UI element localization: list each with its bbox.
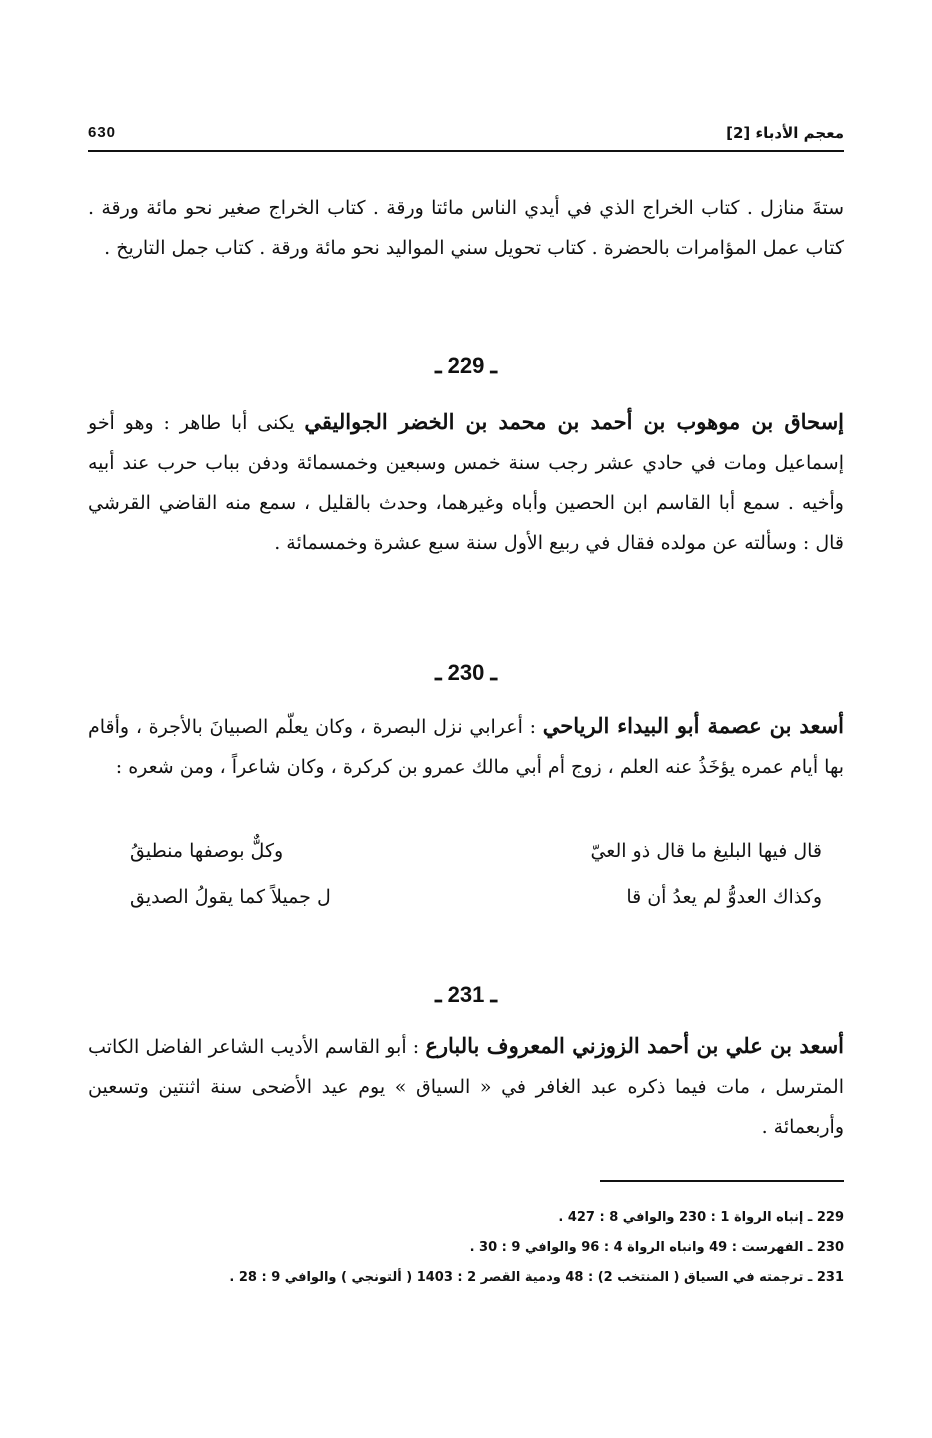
intro-paragraph <box>88 188 844 268</box>
footnote-231: 231 ـ ترجمته في السياق ( المنتخب 2) : 48 ودمية القصر 2 : 1403 ( ألتونجي ) والوافي 9 : 28 . <box>229 1270 844 1285</box>
running-header <box>88 120 844 150</box>
entry-230-body <box>88 706 844 787</box>
header-rule <box>88 150 844 152</box>
verse-line-1 <box>130 840 822 880</box>
footnote-229: 229 ـ إنباه الرواة 1 : 230 والوافي 8 : 427 . <box>558 1210 844 1225</box>
page-number: 630 <box>88 124 117 141</box>
footnote-rule <box>600 1180 844 1182</box>
entry-230-name: أسعد بن عصمة أبو البيداء الرياحي <box>542 713 845 738</box>
entry-231-name: أسعد بن علي بن أحمد الزوزني المعروف بالبارع <box>425 1033 845 1058</box>
intro-text: ستةَ منازل . كتاب الخراج الذي في أيدي الناس مائتا ورقة . كتاب الخراج صغير نحو مائة ورقة . كتاب عمل المؤامرات بالحضرة . كتاب تحويل سني المواليد نحو مائة ورقة . كتاب جمل التاريخ . <box>88 197 844 259</box>
entry-229-body <box>88 402 844 563</box>
entry-229-name: إسحاق بن موهوب بن أحمد بن محمد بن الخضر الجواليقي <box>304 409 844 434</box>
entry-231-body <box>88 1026 844 1147</box>
entry-229-text: يكنى أبا طاهر : وهو أخو إسماعيل ومات في حادي عشر رجب سنة خمس وسبعين وخمسمائة ودفن بباب حرب عند أبيه وأخيه . سمع أبا القاسم ابن الحصين وأباه وغيرهما، وحدث بالقليل ، سمع منه القاضي القرشي قال : وسألته عن مولده فقال في ربيع الأول سنة سبع عشرة وخمسمائة . <box>88 412 844 554</box>
verse-2-first-hemistich: وكذاك العدوُّ لم يعدُ أن قا <box>626 886 822 908</box>
verse-1-second-hemistich: وكلٌّ بوصفها منطيقُ <box>130 840 284 862</box>
entry-number-230: ـ 230 ـ <box>435 660 497 685</box>
entry-230-text: : أعرابي نزل البصرة ، وكان يعلّم الصبيانَ بالأجرة ، وأقام بها أيام عمره يؤخَذُ عنه العلم ، زوج أم أبي مالك عمرو بن كركرة ، وكان شاعراً ، ومن شعره : <box>88 716 844 778</box>
entry-number-229: ـ 229 ـ <box>435 353 497 378</box>
book-title: معجم الأدباء [2] <box>726 124 844 142</box>
verse-1-first-hemistich: قال فيها البليغ ما قال ذو العيّ <box>590 840 822 862</box>
footnote-230: 230 ـ الفهرست : 49 وانباه الرواة 4 : 96 والوافي 9 : 30 . <box>469 1240 844 1255</box>
verse-line-2 <box>130 886 822 926</box>
entry-number-231: ـ 231 ـ <box>435 982 497 1007</box>
entry-231-text: : أبو القاسم الأديب الشاعر الفاضل الكاتب المترسل ، مات فيما ذكره عبد الغافر في « السياق » يوم عيد الأضحى سنة اثنتين وتسعين وأربعمائة . <box>88 1036 844 1138</box>
verse-2-second-hemistich: ل جميلاً كما يقولُ الصديق <box>130 886 331 908</box>
